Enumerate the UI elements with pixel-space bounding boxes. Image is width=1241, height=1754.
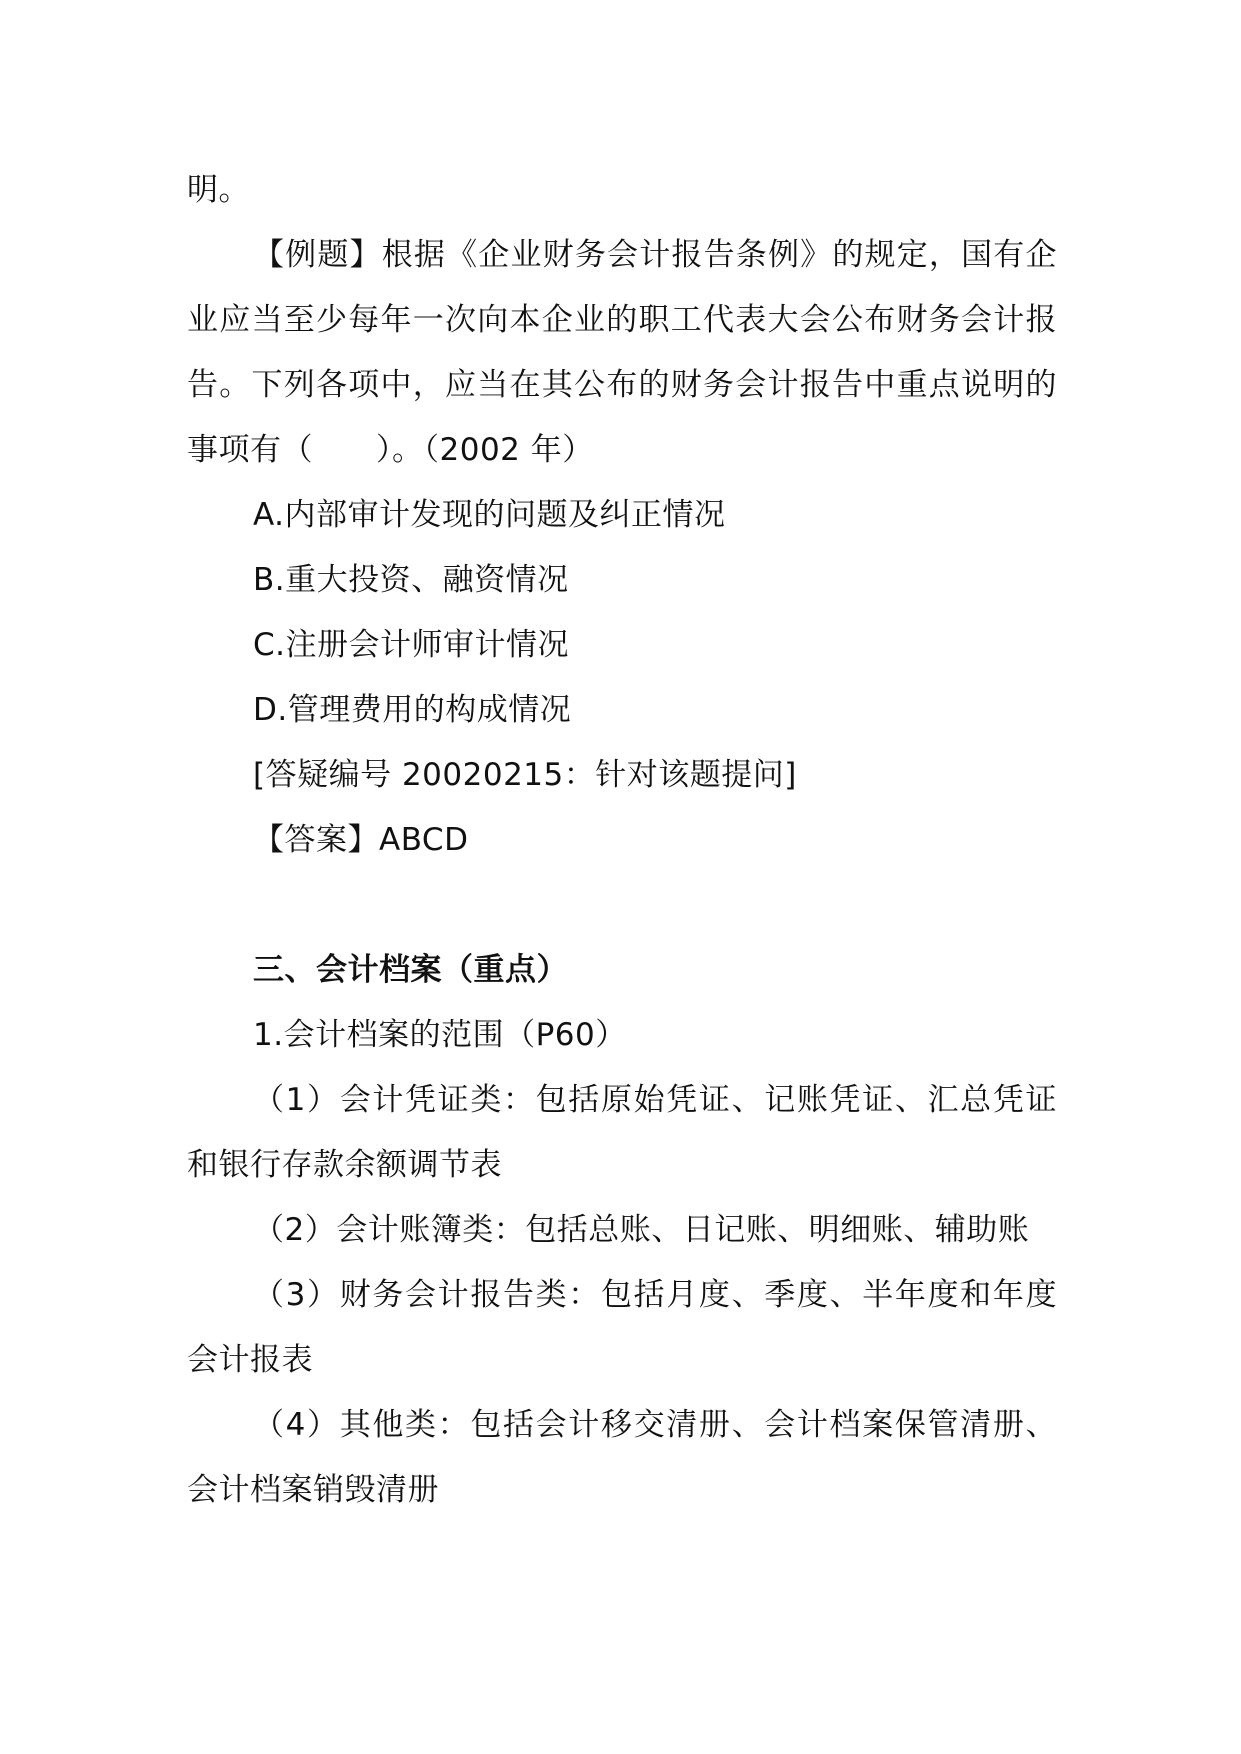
qa-reference: [答疑编号 20020215：针对该题提问] bbox=[253, 757, 797, 793]
example-question: 【例题】根据《企业财务会计报告条例》的规定，国有企业应当至少每年一次向本企业的职工代表大会公布财务会计报告。下列各项中，应当在其公布的财务会计报告中重点说明的事项有（ ）。（2002 年） bbox=[187, 237, 1057, 468]
option-d: D.管理费用的构成情况 bbox=[253, 692, 572, 728]
option-c: C.注册会计师审计情况 bbox=[253, 627, 569, 663]
list-item-2: （2）会计账簿类：包括总账、日记账、明细账、辅助账 bbox=[253, 1212, 1030, 1248]
document-page bbox=[187, 158, 1057, 1523]
section-heading: 三、会计档案（重点） bbox=[253, 952, 568, 988]
blank-line bbox=[187, 873, 1057, 938]
option-b: B.重大投资、融资情况 bbox=[253, 562, 569, 598]
list-item-4: （4）其他类：包括会计移交清册、会计档案保管清册、会计档案销毁清册 bbox=[187, 1407, 1057, 1508]
subsection-title: 1.会计档案的范围（P60） bbox=[253, 1017, 627, 1053]
list-item-1: （1）会计凭证类：包括原始凭证、记账凭证、汇总凭证和银行存款余额调节表 bbox=[187, 1082, 1057, 1183]
continuation-text: 明。 bbox=[187, 172, 250, 208]
list-item-3: （3）财务会计报告类：包括月度、季度、半年度和年度会计报表 bbox=[187, 1277, 1057, 1378]
option-a: A.内部审计发现的问题及纠正情况 bbox=[253, 497, 726, 533]
answer: 【答案】ABCD bbox=[253, 822, 469, 858]
